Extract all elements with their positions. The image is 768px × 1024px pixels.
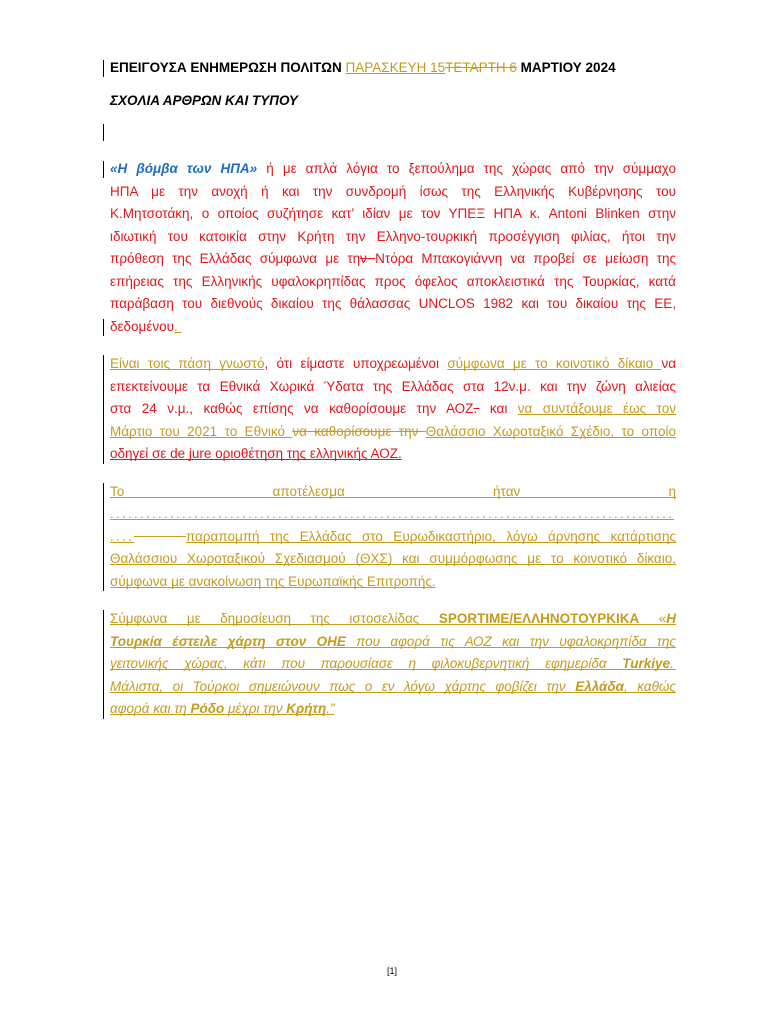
inserted-text: Είναι τοις πάση γνωστό (110, 356, 265, 371)
text-run: ΗΠΑ με την ανοχή ή και την συνδρομή ίσως της Ελληνικής Κυβέρνησης του (110, 183, 676, 199)
paragraph-line (110, 316, 676, 339)
text-run: ιδιωτική του κατοικία στην Κρήτη την Ελληνο-τουρκική προσέγγιση φιλίας, ήτοι την (110, 228, 676, 244)
paragraph (110, 121, 676, 144)
text-run: πρόθεση της Ελλάδας σύμφωνα με τη (110, 251, 361, 266)
line-text (110, 158, 676, 181)
line-text (110, 631, 676, 654)
paragraph (110, 608, 676, 721)
inserted-text: σύμφωνα με ανακοίνωση της Ευρωπαϊκής Επιτροπής. (110, 573, 436, 589)
paragraph-line (110, 293, 676, 316)
inserted-text: αφορά και τη (110, 701, 191, 716)
paragraph-line (110, 353, 676, 376)
document-body (110, 121, 676, 721)
inserted-text: , καθώς (624, 678, 676, 694)
inserted-text: που αφορά τις ΑΟΖ και την υφαλοκρηπίδα της (345, 633, 676, 649)
inserted-text: .” (326, 701, 335, 716)
dot-leader: . (473, 401, 480, 416)
paragraph-line (110, 481, 676, 504)
inserted-text: ΠΑΡΑΣΚΕΥΗ 15 (345, 60, 446, 75)
inserted-text: Θαλάσσιο Χωροταξικό Σχέδιο, το οποίο (425, 423, 676, 439)
change-bar (103, 161, 104, 178)
inserted-text: Σύμφωνα με δημοσίευση της ιστοσελίδας (110, 611, 439, 626)
paragraph-line (110, 571, 676, 594)
inserted-text: . (174, 318, 182, 334)
inserted-text: σύμφωνα με το κοινοτικό δίκαιο (447, 356, 662, 371)
line-text (110, 548, 676, 571)
paragraph-line (110, 226, 676, 249)
line-text (110, 398, 676, 421)
line-text (110, 443, 676, 466)
inserted-text: Ελλάδα (575, 678, 625, 694)
paragraph-line (110, 271, 676, 294)
line-text (110, 271, 676, 294)
paragraph-line (110, 676, 676, 699)
paragraph-line (110, 398, 676, 421)
paragraph (110, 158, 676, 338)
paragraph-line (110, 158, 676, 181)
inserted-text: SPORTIME/ΕΛΛΗΝΟΤΟΥΡΚΙΚΑ (438, 611, 640, 626)
line-text (110, 293, 676, 316)
paragraph-line (110, 548, 676, 571)
paragraph-line (110, 203, 676, 226)
paragraph-line (110, 653, 676, 676)
text-run: επεκτείνουμε τα Εθνικά Χωρικά Ύδατα της Ελλάδας στα 12ν.μ. και την ζώνη αλιείας (110, 378, 676, 394)
inserted-text: Η (666, 611, 676, 626)
text-run: ΕΠΕΙΓΟΥΣΑ ΕΝΗΜΕΡΩΣΗ ΠΟΛΙΤΩΝ (110, 60, 346, 75)
paragraph (110, 481, 676, 594)
paragraph-line (110, 608, 676, 631)
line-text (110, 608, 676, 631)
line-text (110, 421, 676, 444)
lead-phrase: «Η βόμβα των ΗΠΑ» (110, 161, 258, 176)
inserted-text: Θαλάσσιου Χωροταξικού Σχεδιασμού (ΘΧΣ) και συμμόρφωσης με το κοινοτικό δίκαιο, (110, 551, 676, 566)
dot-leader: .............................................................................................. (110, 506, 675, 521)
line-text (110, 481, 676, 504)
change-bar (103, 60, 104, 77)
line-text (110, 226, 676, 249)
page-marker: [1] (386, 966, 397, 976)
paragraph-line (110, 121, 676, 144)
change-bar (103, 483, 104, 592)
text-run: επήρειας της Ελληνικής υφαλοκρηπίδας προς όφελος αποκλειστικά της Τουρκίας, κατά (110, 273, 676, 289)
line-text (110, 676, 676, 699)
inserted-text: Μάρτιο του 2021 το Εθνικό (110, 423, 293, 439)
text-run: ή με απλά λόγια το ξεπούλημα της χώρας από την σύμμαχο (257, 161, 676, 176)
document-title (110, 57, 676, 80)
paragraph-line (110, 181, 676, 204)
paragraph-line (110, 248, 676, 271)
text-run: να (661, 356, 676, 371)
change-bar (103, 355, 104, 464)
line-text (110, 203, 676, 226)
inserted-text: να συντάξουμε έως τον (517, 401, 676, 416)
inserted-text: « (639, 611, 667, 626)
paragraph-line (110, 376, 676, 399)
paragraph-line (110, 443, 676, 466)
paragraph-line (110, 421, 676, 444)
inserted-text: μέχρι την (224, 701, 287, 716)
dot-leader: . (669, 656, 676, 671)
inserted-text: Turkiye (622, 656, 670, 671)
paragraph (110, 353, 676, 466)
deleted-text: ν (360, 251, 376, 266)
text-run: Κ.Μητσοτάκη, ο οποίος συζήτησε κατ’ ιδίαν με τον ΥΠΕΞ ΗΠΑ κ. Antoni Blinken στην (110, 206, 676, 221)
document-page (110, 57, 676, 736)
text-run: και (479, 401, 518, 416)
line-text (110, 653, 676, 676)
dot-leader: .... (110, 528, 135, 544)
inserted-text: γειτονικής χώρας, κάτι που παρουσίασε η φιλοκυβερνητική εφημερίδα (110, 656, 623, 671)
change-bar (103, 319, 104, 336)
inserted-text: οδηγεί σε de jure οριοθέτηση της ελληνικής ΑΟΖ. (110, 446, 402, 461)
deleted-text: ΤΕΤΑΡΤΗ 6 (445, 60, 517, 75)
deleted-text (134, 529, 186, 544)
change-bar (103, 124, 104, 141)
line-text (110, 121, 676, 144)
text-run: , ότι είμαστε υποχρεωμένοι (264, 356, 448, 371)
paragraph-line (110, 698, 676, 721)
paragraph-line (110, 526, 676, 549)
deleted-text: να καθορίσουμε την (292, 423, 426, 439)
text-run: δεδομένου (110, 318, 174, 334)
line-text (110, 503, 676, 526)
line-text (110, 571, 676, 594)
change-bar (103, 610, 104, 719)
text-run: ΜΑΡΤΙΟΥ 2024 (516, 60, 616, 75)
line-text (110, 526, 676, 549)
text-run: Ντόρα Μπακογιάννη να προβεί σε μείωση της (375, 251, 676, 266)
document-subtitle: ΣΧΟΛΙΑ ΑΡΘΡΩΝ ΚΑΙ ΤΥΠΟΥ (110, 92, 298, 108)
line-text (110, 181, 676, 204)
inserted-text: Τουρκία έστειλε χάρτη στον ΟΗΕ (110, 633, 346, 649)
paragraph-line (110, 503, 676, 526)
inserted-text: Το αποτέλεσμα ήταν η (110, 483, 676, 499)
text-run: παράβαση του διεθνούς δικαίου της θάλασσας UNCLOS 1982 και του δικαίου της ΕΕ, (110, 296, 676, 311)
line-text (110, 376, 676, 399)
inserted-text: Ρόδο (190, 701, 225, 716)
inserted-text: παραπομπή της Ελλάδας στο Ευρωδικαστήριο, λόγω άρνησης κατάρτισης (185, 528, 676, 544)
paragraph-line (110, 631, 676, 654)
inserted-text: Κρήτη (286, 701, 327, 716)
line-text (110, 698, 676, 721)
inserted-text: Μάλιστα, οι Τούρκοι σημειώνουν πως ο εν λόγω χάρτης φοβίζει την (110, 678, 576, 694)
text-run: στα 24 ν.μ., καθώς επίσης να καθορίσουμε την ΑΟΖ (110, 401, 474, 416)
line-text (110, 316, 676, 339)
line-text (110, 353, 676, 376)
line-text (110, 248, 676, 271)
